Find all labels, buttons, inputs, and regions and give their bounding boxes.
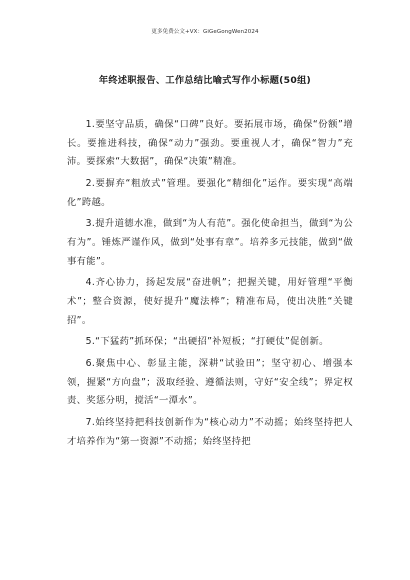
paragraph-4: 4.齐心协力，扬起发展“奋进帆”；把握关键，用好管理“平衡术”；整合资源，使好提升“魔法棒”；精准布局，使出决胜“关键招”。: [67, 277, 353, 326]
paragraph-2: 2.要摒弃“粗放式”管理。要强化“精细化”运作。要实现“高端化”跨越。: [67, 177, 353, 208]
paragraph-7: 7.始终坚持把科技创新作为“核心动力”不动摇；始终坚持把人才培养作为“第一资源”不动摇；始终坚持把: [67, 417, 353, 447]
document-title: 年终述职报告、工作总结比喻式写作小标题(50组): [98, 75, 312, 86]
paragraph-1: 1.要坚守品质，确保“口碑”良好。要拓展市场，确保“份额”增长。要推进科技，确保“动力”强劲。要重视人才，确保“智力”充沛。要探索“大数据”，确保“决策”精准。: [67, 119, 353, 168]
paragraph-5: 5.“下猛药”抓环保；“出硬招”补短板；“打硬仗”促创新。: [85, 336, 329, 348]
paragraph-6: 6.聚焦中心、彰显主能，深耕“试验田”；坚守初心、增强本领，握紧“方向盘”；汲取经验、遵循法则，守好“安全线”；界定权责、奖惩分明，搅活“一潭水”。: [67, 358, 353, 407]
paragraph-3: 3.提升道德水准，做到“为人有范”。强化使命担当，做到“为公有为”。锤炼严谨作风，做到“处事有章”。培养多元技能，做到“做事有能”。: [67, 218, 353, 267]
header-note: 更多免费公文+VX：GiGeGongWen2024: [151, 29, 259, 35]
document-body: [67, 116, 353, 454]
